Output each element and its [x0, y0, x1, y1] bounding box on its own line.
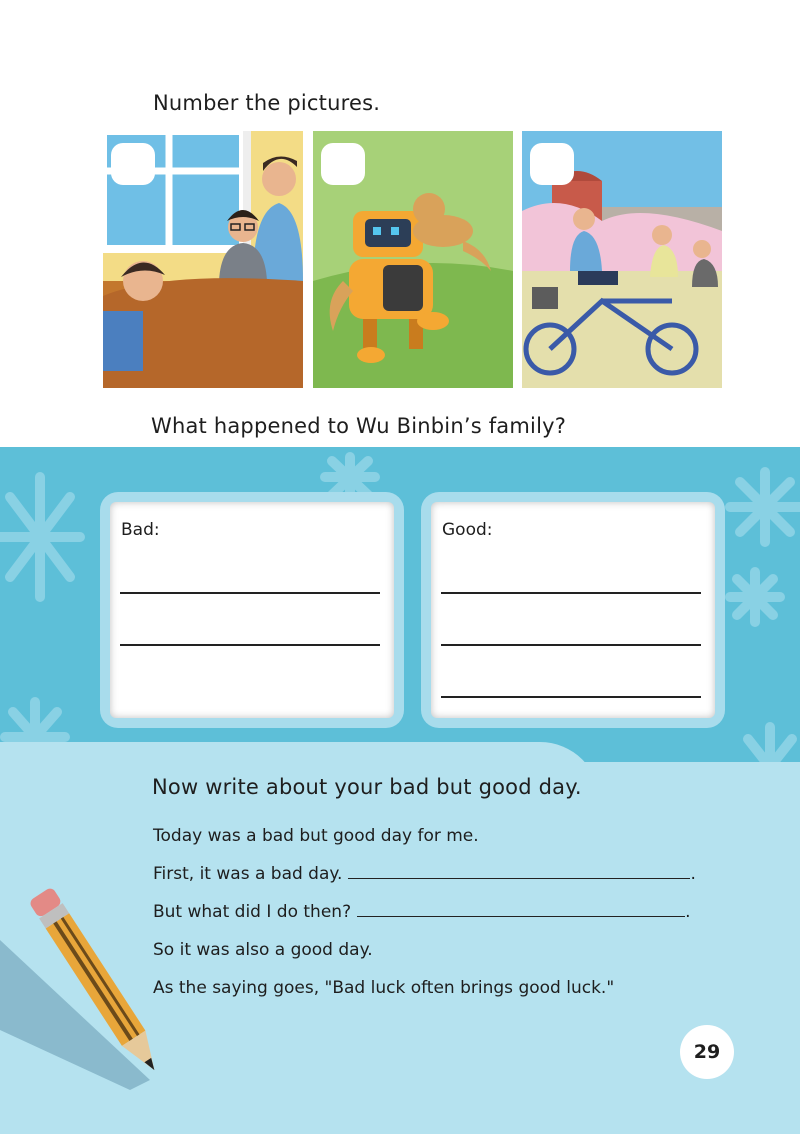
sentence-4: So it was also a good day.: [153, 940, 373, 960]
number-box-1[interactable]: [111, 143, 155, 185]
sentence-3: [153, 902, 691, 922]
number-box-3[interactable]: [530, 143, 574, 185]
pencil-icon: [0, 880, 180, 1100]
number-box-2[interactable]: [321, 143, 365, 185]
sentence-2-text: First, it was a bad day.: [153, 864, 343, 884]
sentence-3-text: But what did I do then?: [153, 902, 352, 922]
sentence-1: Today was a bad but good day for me.: [153, 826, 479, 846]
good-label: Good:: [442, 520, 493, 540]
bad-writing-line-2[interactable]: [120, 644, 380, 646]
bad-label: Bad:: [121, 520, 160, 540]
sentence-5: As the saying goes, "Bad luck often brings good luck.": [153, 978, 615, 998]
good-writing-line-1[interactable]: [441, 592, 701, 594]
good-writing-line-2[interactable]: [441, 644, 701, 646]
instruction-number-pictures: Number the pictures.: [153, 91, 381, 115]
sentence-3-period: .: [685, 902, 691, 922]
good-card-writing-area[interactable]: [431, 502, 715, 718]
good-card: [421, 492, 725, 728]
sentence-3-blank[interactable]: [357, 902, 685, 917]
sentence-2-period: .: [690, 864, 696, 884]
instruction-now-write: Now write about your bad but good day.: [152, 775, 582, 799]
page-number: 29: [680, 1025, 734, 1079]
bad-writing-line-1[interactable]: [120, 592, 380, 594]
good-writing-line-3[interactable]: [441, 696, 701, 698]
picture-boy-in-bed: [103, 131, 303, 388]
sentence-2-blank[interactable]: [348, 864, 690, 879]
picture-robot-and-dog: [313, 131, 513, 388]
bad-card-writing-area[interactable]: [110, 502, 394, 718]
sentence-2: [153, 864, 696, 884]
picture-tandem-bicycle: [522, 131, 722, 388]
bad-card: [100, 492, 404, 728]
instruction-what-happened: What happened to Wu Binbin’s family?: [151, 414, 567, 438]
